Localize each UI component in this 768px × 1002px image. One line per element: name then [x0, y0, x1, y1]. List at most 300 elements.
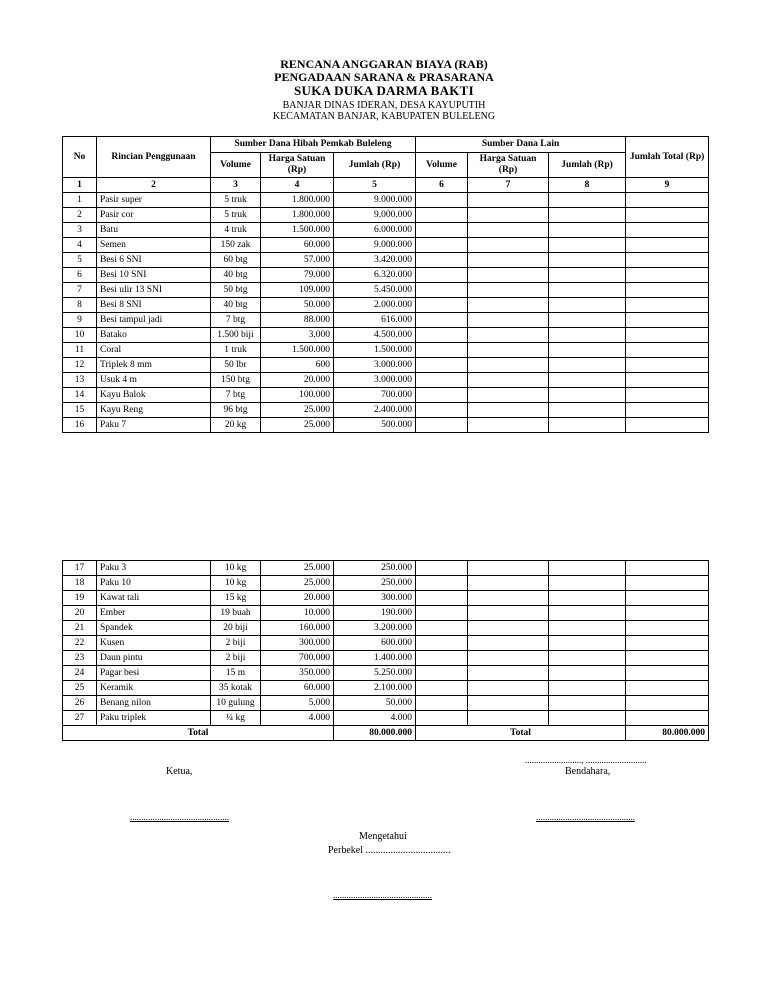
- row-number: 13: [63, 373, 97, 388]
- row-harga-lain: [468, 343, 549, 358]
- row-item: Paku 7: [97, 418, 211, 433]
- row-volume-lain: [416, 358, 468, 373]
- row-jumlah-lain: [549, 283, 626, 298]
- row-harga-lain: [468, 253, 549, 268]
- row-harga-lain: [468, 403, 549, 418]
- ketua-label: Ketua,: [166, 766, 193, 777]
- row-number: 19: [63, 591, 97, 606]
- row-volume-lain: [416, 298, 468, 313]
- row-item: Coral: [97, 343, 211, 358]
- row-harga-lain: [468, 208, 549, 223]
- row-item: Kawat tali: [97, 591, 211, 606]
- row-number: 1: [63, 193, 97, 208]
- row-jumlah-total: [626, 606, 709, 621]
- row-harga-lain: [468, 223, 549, 238]
- row-item: Pasir super: [97, 193, 211, 208]
- row-jumlah: 9.000.000: [334, 208, 416, 223]
- row-harga-satuan: 1.800.000: [261, 193, 334, 208]
- row-jumlah: 3.000.000: [334, 373, 416, 388]
- row-harga-satuan: 3.000: [261, 328, 334, 343]
- row-harga-satuan: 160.000: [261, 621, 334, 636]
- header-no: No: [63, 137, 97, 178]
- row-jumlah: 3.420.000: [334, 253, 416, 268]
- table-row: [63, 651, 709, 666]
- row-number: 4: [63, 238, 97, 253]
- address-line-1: BANJAR DINAS IDERAN, DESA KAYUPUTIH: [282, 100, 486, 111]
- row-jumlah: 250.000: [334, 561, 416, 576]
- col-num: 7: [468, 178, 549, 193]
- row-number: 16: [63, 418, 97, 433]
- col-num: 1: [63, 178, 97, 193]
- row-number: 3: [63, 223, 97, 238]
- row-jumlah: 50.000: [334, 696, 416, 711]
- row-item: Pagar besi: [97, 666, 211, 681]
- table-row: [63, 298, 709, 313]
- table-row: [63, 223, 709, 238]
- col-num: 6: [416, 178, 468, 193]
- header-volume: Volume: [211, 153, 261, 178]
- row-volume: 50 lbr: [211, 358, 261, 373]
- row-harga-satuan: 60.000: [261, 238, 334, 253]
- row-volume: 10 gulung: [211, 696, 261, 711]
- row-jumlah: 5.450.000: [334, 283, 416, 298]
- row-harga-satuan: 4.000: [261, 711, 334, 726]
- row-volume: ¼ kg: [211, 711, 261, 726]
- row-volume-lain: [416, 208, 468, 223]
- row-harga-satuan: 20.000: [261, 591, 334, 606]
- row-jumlah: 300.000: [334, 591, 416, 606]
- row-jumlah-lain: [549, 606, 626, 621]
- col-num: 3: [211, 178, 261, 193]
- table-row: [63, 208, 709, 223]
- row-harga-satuan: 100.000: [261, 388, 334, 403]
- row-volume: 2 biji: [211, 636, 261, 651]
- row-jumlah-total: [626, 666, 709, 681]
- row-jumlah-total: [626, 681, 709, 696]
- header-rincian: Rincian Penggunaan: [97, 137, 211, 178]
- row-jumlah-total: [626, 358, 709, 373]
- row-jumlah-total: [626, 561, 709, 576]
- row-jumlah: 616.000: [334, 313, 416, 328]
- row-harga-satuan: 1.500.000: [261, 223, 334, 238]
- row-volume-lain: [416, 328, 468, 343]
- row-harga-lain: [468, 681, 549, 696]
- row-volume-lain: [416, 268, 468, 283]
- row-jumlah: 1.500.000: [334, 343, 416, 358]
- row-volume-lain: [416, 223, 468, 238]
- row-jumlah: 9.000.000: [334, 238, 416, 253]
- row-volume: 20 biji: [211, 621, 261, 636]
- row-volume-lain: [416, 283, 468, 298]
- row-volume-lain: [416, 313, 468, 328]
- row-volume-lain: [416, 373, 468, 388]
- row-volume: 150 btg: [211, 373, 261, 388]
- row-item: Besi ulir 13 SNI: [97, 283, 211, 298]
- bendahara-label: Bendahara,: [565, 766, 611, 777]
- doc-title: RENCANA ANGGARAN BIAYA (RAB): [280, 57, 488, 71]
- table-row: [63, 418, 709, 433]
- row-volume: 1.500 biji: [211, 328, 261, 343]
- row-jumlah-lain: [549, 621, 626, 636]
- row-volume-lain: [416, 253, 468, 268]
- total-row: [63, 726, 709, 741]
- row-harga-satuan: 25.000: [261, 561, 334, 576]
- row-volume-lain: [416, 636, 468, 651]
- row-harga-lain: [468, 561, 549, 576]
- row-item: Benang nilon: [97, 696, 211, 711]
- table-row: [63, 696, 709, 711]
- row-jumlah-total: [626, 268, 709, 283]
- row-number: 11: [63, 343, 97, 358]
- row-jumlah-lain: [549, 666, 626, 681]
- row-volume: 150 zak: [211, 238, 261, 253]
- budget-table-page-2: [62, 560, 709, 741]
- row-harga-lain: [468, 696, 549, 711]
- row-volume: 1 truk: [211, 343, 261, 358]
- row-jumlah-total: [626, 313, 709, 328]
- row-jumlah: 600.000: [334, 636, 416, 651]
- table-row: [63, 343, 709, 358]
- row-harga-satuan: 10.000: [261, 606, 334, 621]
- row-jumlah-lain: [549, 373, 626, 388]
- row-volume-lain: [416, 711, 468, 726]
- row-item: Kayu Balok: [97, 388, 211, 403]
- row-jumlah-total: [626, 621, 709, 636]
- table-row: [63, 193, 709, 208]
- table-row: [63, 606, 709, 621]
- row-item: Keramik: [97, 681, 211, 696]
- row-jumlah: 9.000.000: [334, 193, 416, 208]
- row-harga-satuan: 25.000: [261, 403, 334, 418]
- row-harga-satuan: 700.000: [261, 651, 334, 666]
- row-harga-satuan: 600: [261, 358, 334, 373]
- row-number: 26: [63, 696, 97, 711]
- row-jumlah-total: [626, 328, 709, 343]
- row-volume-lain: [416, 343, 468, 358]
- row-item: Besi tampul jadi: [97, 313, 211, 328]
- column-number-row: [63, 178, 709, 193]
- col-num: 8: [549, 178, 626, 193]
- row-volume-lain: [416, 681, 468, 696]
- row-jumlah-total: [626, 193, 709, 208]
- table-row: [63, 328, 709, 343]
- row-jumlah-lain: [549, 238, 626, 253]
- row-jumlah: 2.000.000: [334, 298, 416, 313]
- row-jumlah-total: [626, 696, 709, 711]
- row-jumlah-total: [626, 253, 709, 268]
- row-number: 6: [63, 268, 97, 283]
- perbekel-signature-line: ............................................: [333, 890, 432, 900]
- row-harga-lain: [468, 358, 549, 373]
- row-jumlah: 700.000: [334, 388, 416, 403]
- row-harga-satuan: 1.500.000: [261, 343, 334, 358]
- col-num: 4: [261, 178, 334, 193]
- row-harga-satuan: 25.000: [261, 576, 334, 591]
- row-volume: 7 btg: [211, 388, 261, 403]
- row-volume-lain: [416, 403, 468, 418]
- doc-subtitle: PENGADAAN SARANA & PRASARANA: [274, 70, 494, 84]
- row-jumlah-lain: [549, 193, 626, 208]
- row-jumlah-lain: [549, 636, 626, 651]
- row-jumlah-total: [626, 711, 709, 726]
- table-row: [63, 591, 709, 606]
- row-jumlah-lain: [549, 208, 626, 223]
- row-jumlah-lain: [549, 223, 626, 238]
- table-row: [63, 403, 709, 418]
- row-jumlah-lain: [549, 328, 626, 343]
- row-harga-satuan: 109.000: [261, 283, 334, 298]
- row-item: Besi 6 SNI: [97, 253, 211, 268]
- row-harga-lain: [468, 621, 549, 636]
- row-number: 18: [63, 576, 97, 591]
- row-harga-satuan: 1.800.000: [261, 208, 334, 223]
- bendahara-signature-line: ............................................: [536, 812, 635, 822]
- row-jumlah: 4.000: [334, 711, 416, 726]
- row-number: 21: [63, 621, 97, 636]
- row-harga-satuan: 79.000: [261, 268, 334, 283]
- row-volume-lain: [416, 561, 468, 576]
- row-harga-lain: [468, 666, 549, 681]
- perbekel-label: Perbekel ..................................: [328, 845, 451, 856]
- header-harga-satuan: Harga Satuan (Rp): [261, 153, 334, 178]
- row-harga-lain: [468, 591, 549, 606]
- row-jumlah-total: [626, 223, 709, 238]
- row-jumlah-lain: [549, 268, 626, 283]
- row-volume-lain: [416, 576, 468, 591]
- row-volume: 60 btg: [211, 253, 261, 268]
- row-number: 27: [63, 711, 97, 726]
- row-number: 25: [63, 681, 97, 696]
- row-jumlah-lain: [549, 298, 626, 313]
- row-volume-lain: [416, 418, 468, 433]
- row-volume: 15 m: [211, 666, 261, 681]
- table-body-page-2: [63, 561, 709, 726]
- row-jumlah-lain: [549, 403, 626, 418]
- table-row: [63, 358, 709, 373]
- row-item: Ember: [97, 606, 211, 621]
- row-harga-satuan: 350.000: [261, 666, 334, 681]
- row-harga-satuan: 60.000: [261, 681, 334, 696]
- row-jumlah-lain: [549, 696, 626, 711]
- row-jumlah-total: [626, 651, 709, 666]
- table-row: [63, 576, 709, 591]
- row-jumlah-total: [626, 238, 709, 253]
- col-num: 2: [97, 178, 211, 193]
- mengetahui-label: Mengetahui: [359, 831, 407, 842]
- row-item: Semen: [97, 238, 211, 253]
- row-jumlah-lain: [549, 681, 626, 696]
- total-value-left: 80.000.000: [334, 726, 416, 741]
- row-jumlah-lain: [549, 388, 626, 403]
- row-volume-lain: [416, 696, 468, 711]
- table-row: [63, 681, 709, 696]
- row-jumlah-total: [626, 403, 709, 418]
- row-jumlah-total: [626, 298, 709, 313]
- row-volume: 10 kg: [211, 576, 261, 591]
- row-item: Paku triplek: [97, 711, 211, 726]
- date-line: ........................., ...........................: [525, 755, 647, 765]
- row-harga-satuan: 50.000: [261, 298, 334, 313]
- row-volume: 7 btg: [211, 313, 261, 328]
- row-volume: 5 truk: [211, 208, 261, 223]
- row-item: Spandek: [97, 621, 211, 636]
- row-number: 14: [63, 388, 97, 403]
- row-number: 12: [63, 358, 97, 373]
- row-jumlah-lain: [549, 253, 626, 268]
- row-jumlah: 2.100.000: [334, 681, 416, 696]
- table-row: [63, 711, 709, 726]
- table-row: [63, 283, 709, 298]
- row-item: Usuk 4 m: [97, 373, 211, 388]
- row-number: 9: [63, 313, 97, 328]
- row-volume: 40 btg: [211, 298, 261, 313]
- row-jumlah-total: [626, 576, 709, 591]
- row-jumlah-lain: [549, 576, 626, 591]
- row-harga-lain: [468, 283, 549, 298]
- row-harga-lain: [468, 636, 549, 651]
- row-item: Pasir cor: [97, 208, 211, 223]
- row-harga-satuan: 57.000: [261, 253, 334, 268]
- total-label-right: Total: [416, 726, 626, 741]
- row-jumlah: 6.320.000: [334, 268, 416, 283]
- address-line-2: KECAMATAN BANJAR, KABUPATEN BULELENG: [272, 111, 496, 122]
- row-item: Kusen: [97, 636, 211, 651]
- row-volume: 19 buah: [211, 606, 261, 621]
- row-jumlah: 250.000: [334, 576, 416, 591]
- row-harga-lain: [468, 298, 549, 313]
- row-number: 8: [63, 298, 97, 313]
- row-volume-lain: [416, 666, 468, 681]
- row-jumlah-total: [626, 636, 709, 651]
- table-row: [63, 636, 709, 651]
- row-number: 10: [63, 328, 97, 343]
- row-harga-lain: [468, 606, 549, 621]
- row-number: 2: [63, 208, 97, 223]
- budget-table-page-1: [62, 136, 709, 433]
- row-volume: 2 biji: [211, 651, 261, 666]
- row-jumlah: 5.250.000: [334, 666, 416, 681]
- table-row: [63, 313, 709, 328]
- row-harga-satuan: 20.000: [261, 373, 334, 388]
- row-item: Paku 10: [97, 576, 211, 591]
- header-sumber-lain: Sumber Dana Lain: [416, 137, 626, 153]
- row-jumlah-lain: [549, 358, 626, 373]
- row-number: 17: [63, 561, 97, 576]
- row-harga-lain: [468, 576, 549, 591]
- total-label-left: Total: [63, 726, 334, 741]
- header-jumlah-lain: Jumlah (Rp): [549, 153, 626, 178]
- row-volume: 5 truk: [211, 193, 261, 208]
- row-jumlah-lain: [549, 343, 626, 358]
- row-jumlah-total: [626, 283, 709, 298]
- table-row: [63, 253, 709, 268]
- row-item: Daun pintu: [97, 651, 211, 666]
- row-volume: 20 kg: [211, 418, 261, 433]
- row-jumlah: 4.500.000: [334, 328, 416, 343]
- row-volume-lain: [416, 591, 468, 606]
- table-row: [63, 561, 709, 576]
- row-jumlah: 2.400.000: [334, 403, 416, 418]
- table-row: [63, 268, 709, 283]
- row-jumlah-total: [626, 591, 709, 606]
- row-jumlah: 500.000: [334, 418, 416, 433]
- row-volume-lain: [416, 651, 468, 666]
- row-harga-lain: [468, 328, 549, 343]
- row-harga-lain: [468, 418, 549, 433]
- row-volume: 96 btg: [211, 403, 261, 418]
- total-value-right: 80.000.000: [626, 726, 709, 741]
- row-volume: 4 truk: [211, 223, 261, 238]
- row-harga-lain: [468, 388, 549, 403]
- col-num: 5: [334, 178, 416, 193]
- row-volume: 15 kg: [211, 591, 261, 606]
- row-harga-lain: [468, 373, 549, 388]
- row-volume-lain: [416, 621, 468, 636]
- row-jumlah-lain: [549, 711, 626, 726]
- row-item: Besi 10 SNI: [97, 268, 211, 283]
- row-harga-lain: [468, 268, 549, 283]
- row-volume: 40 btg: [211, 268, 261, 283]
- header-volume-lain: Volume: [416, 153, 468, 178]
- row-number: 22: [63, 636, 97, 651]
- row-jumlah-total: [626, 373, 709, 388]
- row-item: Triplek 8 mm: [97, 358, 211, 373]
- row-item: Batu: [97, 223, 211, 238]
- row-item: Batako: [97, 328, 211, 343]
- row-harga-satuan: 5.000: [261, 696, 334, 711]
- row-harga-satuan: 88.000: [261, 313, 334, 328]
- row-volume-lain: [416, 193, 468, 208]
- row-jumlah-total: [626, 388, 709, 403]
- row-volume: 50 btg: [211, 283, 261, 298]
- row-jumlah: 1.400.000: [334, 651, 416, 666]
- row-jumlah: 3.200.000: [334, 621, 416, 636]
- row-jumlah-lain: [549, 561, 626, 576]
- row-item: Besi 8 SNI: [97, 298, 211, 313]
- org-name: SUKA DUKA DARMA BAKTI: [293, 83, 475, 98]
- row-jumlah: 3.000.000: [334, 358, 416, 373]
- row-harga-lain: [468, 313, 549, 328]
- row-volume-lain: [416, 238, 468, 253]
- row-jumlah: 190.000: [334, 606, 416, 621]
- row-number: 20: [63, 606, 97, 621]
- row-harga-lain: [468, 711, 549, 726]
- row-jumlah-lain: [549, 651, 626, 666]
- row-item: Kayu Reng: [97, 403, 211, 418]
- ketua-signature-line: ............................................: [130, 812, 229, 822]
- row-volume: 10 kg: [211, 561, 261, 576]
- table-row: [63, 621, 709, 636]
- row-number: 5: [63, 253, 97, 268]
- table-body-page-1: [63, 193, 709, 433]
- table-row: [63, 666, 709, 681]
- row-jumlah-lain: [549, 418, 626, 433]
- header-sumber-hibah: Sumber Dana Hibah Pemkab Buleleng: [211, 137, 416, 153]
- row-volume: 35 kotak: [211, 681, 261, 696]
- row-number: 23: [63, 651, 97, 666]
- row-number: 15: [63, 403, 97, 418]
- row-jumlah-lain: [549, 313, 626, 328]
- row-jumlah: 6.000.000: [334, 223, 416, 238]
- table-row: [63, 373, 709, 388]
- row-jumlah-total: [626, 343, 709, 358]
- row-number: 24: [63, 666, 97, 681]
- header-jumlah: Jumlah (Rp): [334, 153, 416, 178]
- row-jumlah-total: [626, 208, 709, 223]
- row-harga-lain: [468, 193, 549, 208]
- header-jumlah-total: Jumlah Total (Rp): [626, 137, 709, 178]
- row-harga-satuan: 300.000: [261, 636, 334, 651]
